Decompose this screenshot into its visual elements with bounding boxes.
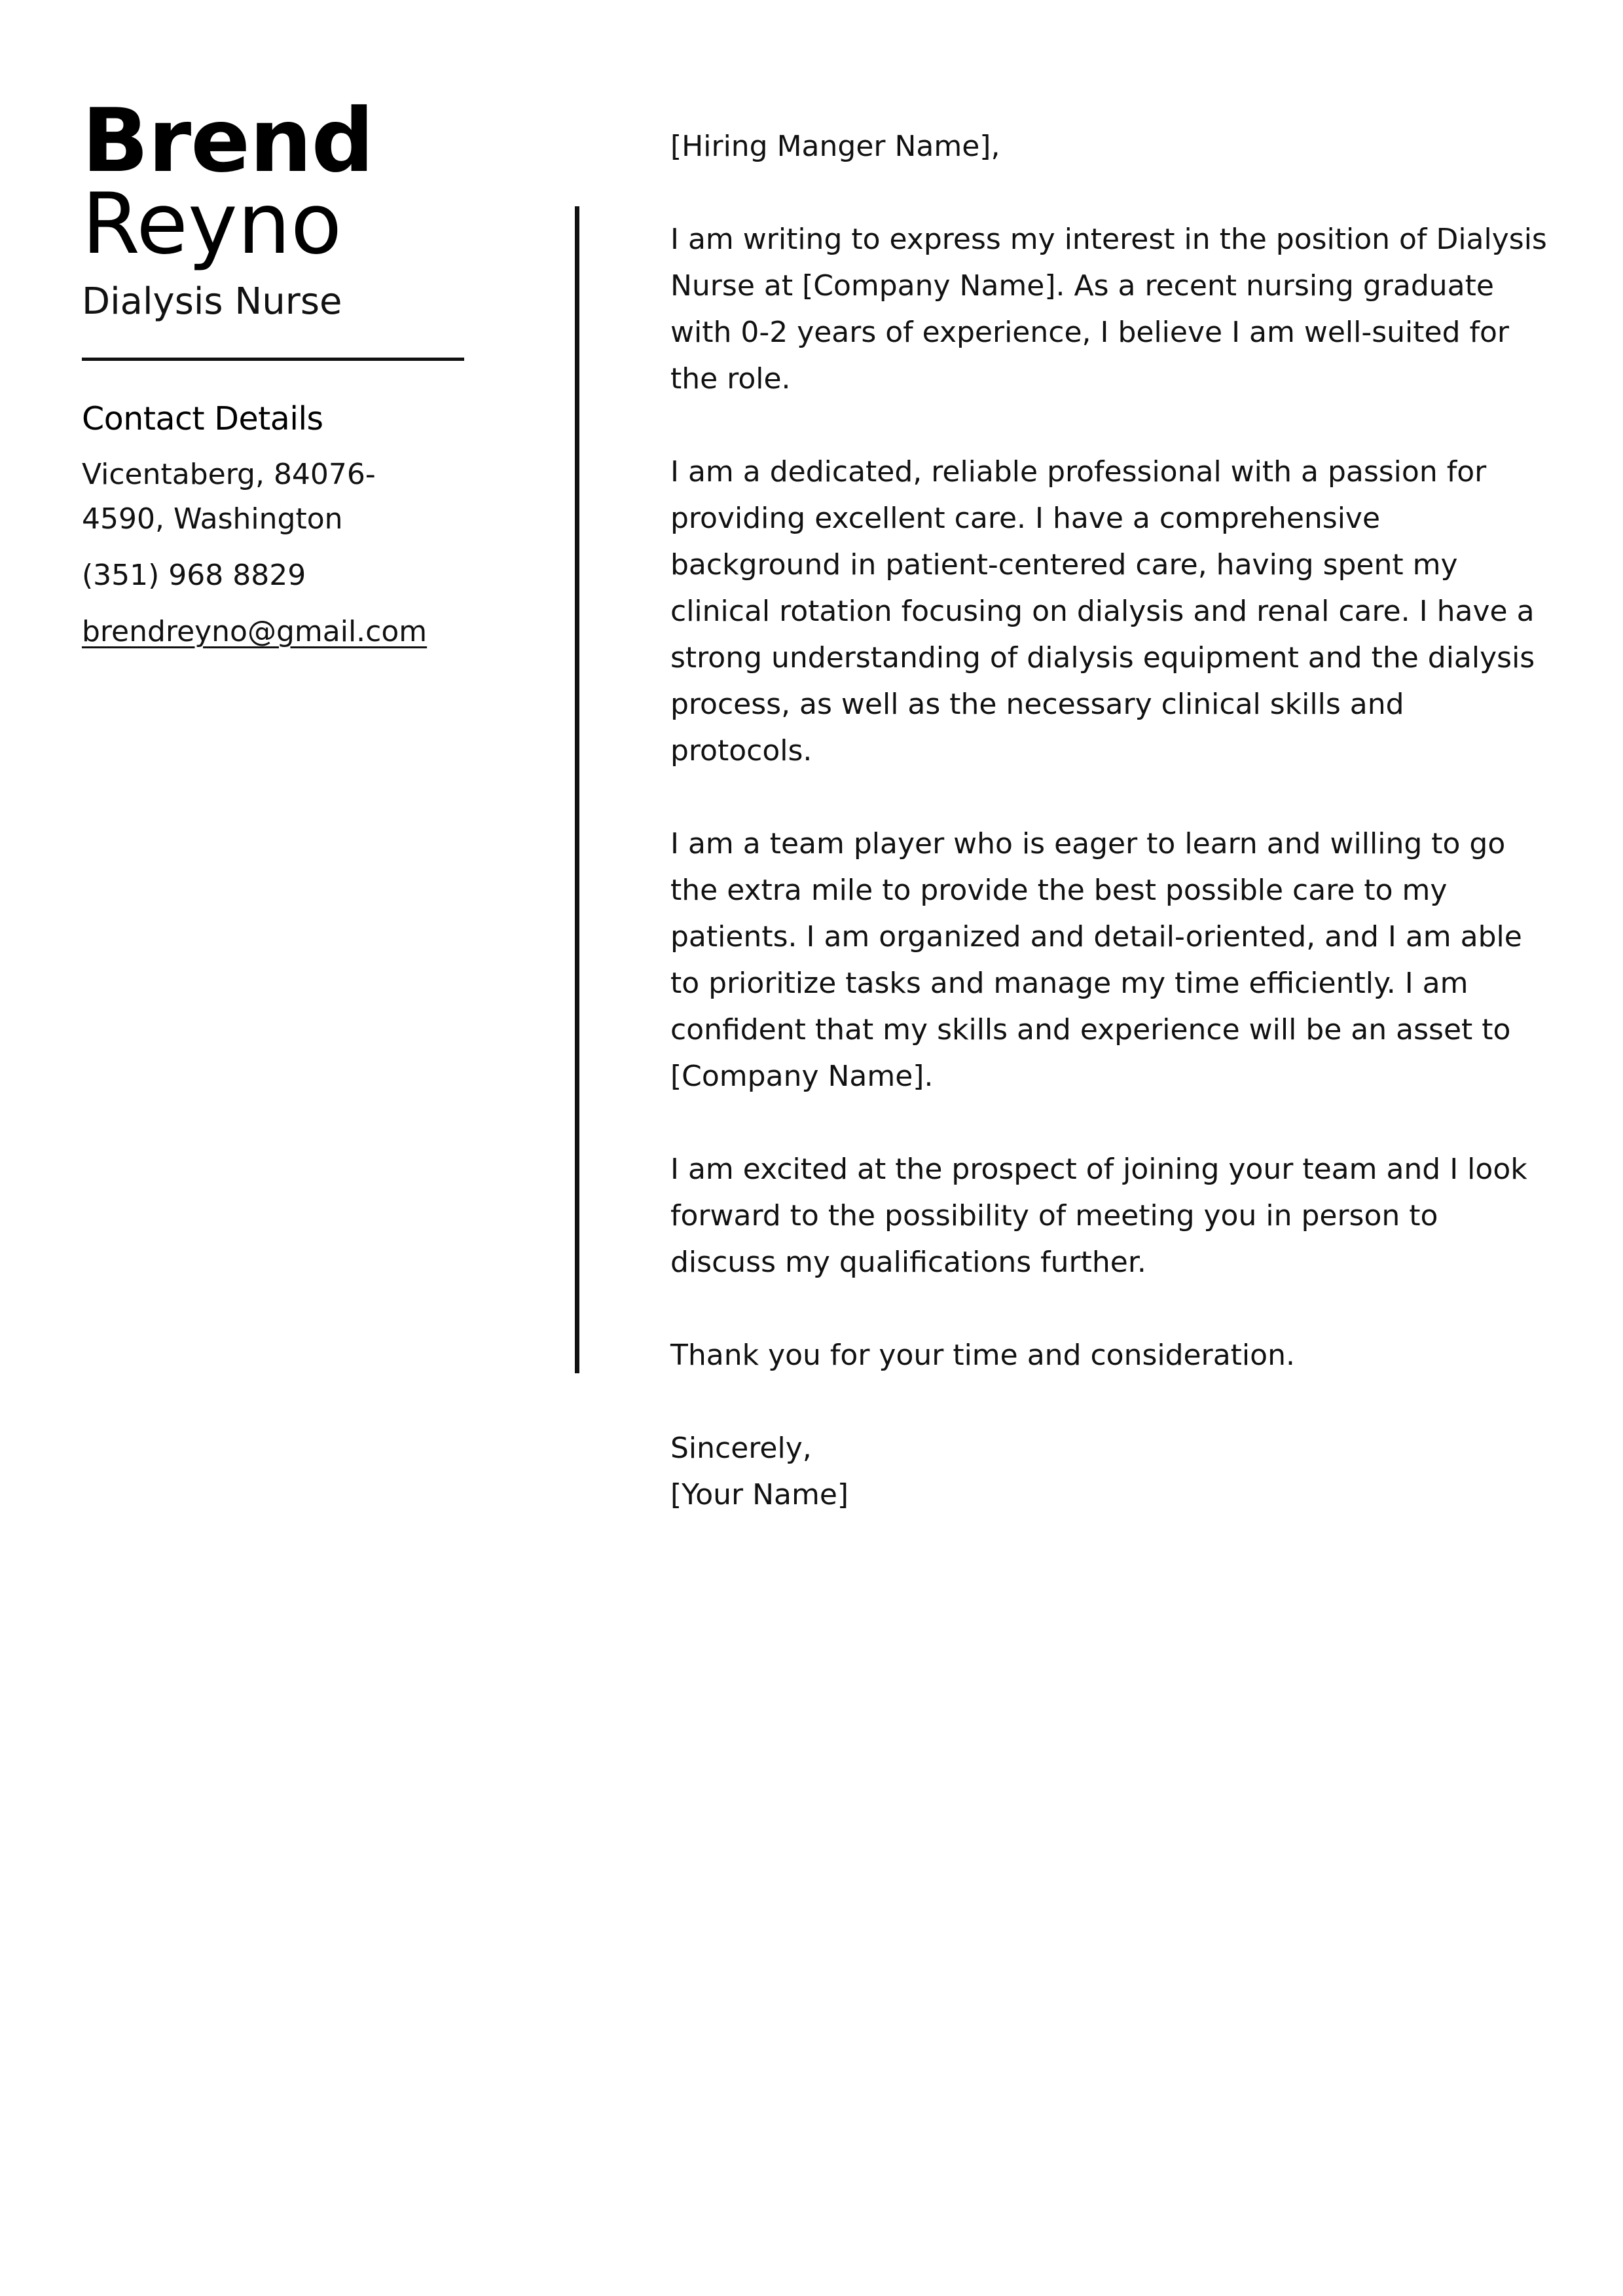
signature: [Your Name] <box>670 1478 849 1511</box>
header-divider <box>82 358 464 361</box>
letter-paragraph: Thank you for your time and consideration. <box>670 1339 1295 1372</box>
letter-paragraph: I am a dedicated, reliable professional with a passion for providing excellent care. I have a comprehensive background in patient-centered care, having spent my clinical rotation focusing on dialysis and renal care. I have a strong understanding of dialysis equipment and the dialysis process, as well as the necessary clinical skills and protocols. <box>670 455 1535 768</box>
column-divider <box>575 206 579 1373</box>
contact-details-heading: Contact Details <box>82 400 323 437</box>
salutation: [Hiring Manger Name], <box>670 130 1000 163</box>
letter-body <box>670 123 1548 1518</box>
contact-phone: (351) 968 8829 <box>82 559 306 592</box>
contact-address: Vicentaberg, 84076-4590, Washington <box>82 458 376 536</box>
job-title: Dialysis Nurse <box>82 280 342 323</box>
contact-email-link[interactable]: brendreyno@gmail.com <box>82 615 428 648</box>
closing: Sincerely, <box>670 1432 812 1465</box>
letter-paragraph: I am excited at the prospect of joining your team and I look forward to the possibility of meeting you in person to discuss my qualifications further. <box>670 1153 1527 1279</box>
sidebar <box>82 90 475 654</box>
first-name: Brend <box>82 90 374 192</box>
letter-paragraph: I am writing to express my interest in the position of Dialysis Nurse at [Company Name]. As a recent nursing graduate with 0-2 years of experience, I believe I am well-suited for the role. <box>670 223 1547 396</box>
letter-paragraph: I am a team player who is eager to learn and willing to go the extra mile to provide the best possible care to my patients. I am organized and detail-oriented, and I am able to prioritize tasks and manage my time efficiently. I am confident that my skills and experience will be an asset to [Company Name]. <box>670 827 1522 1093</box>
last-name: Reyno <box>82 176 342 273</box>
